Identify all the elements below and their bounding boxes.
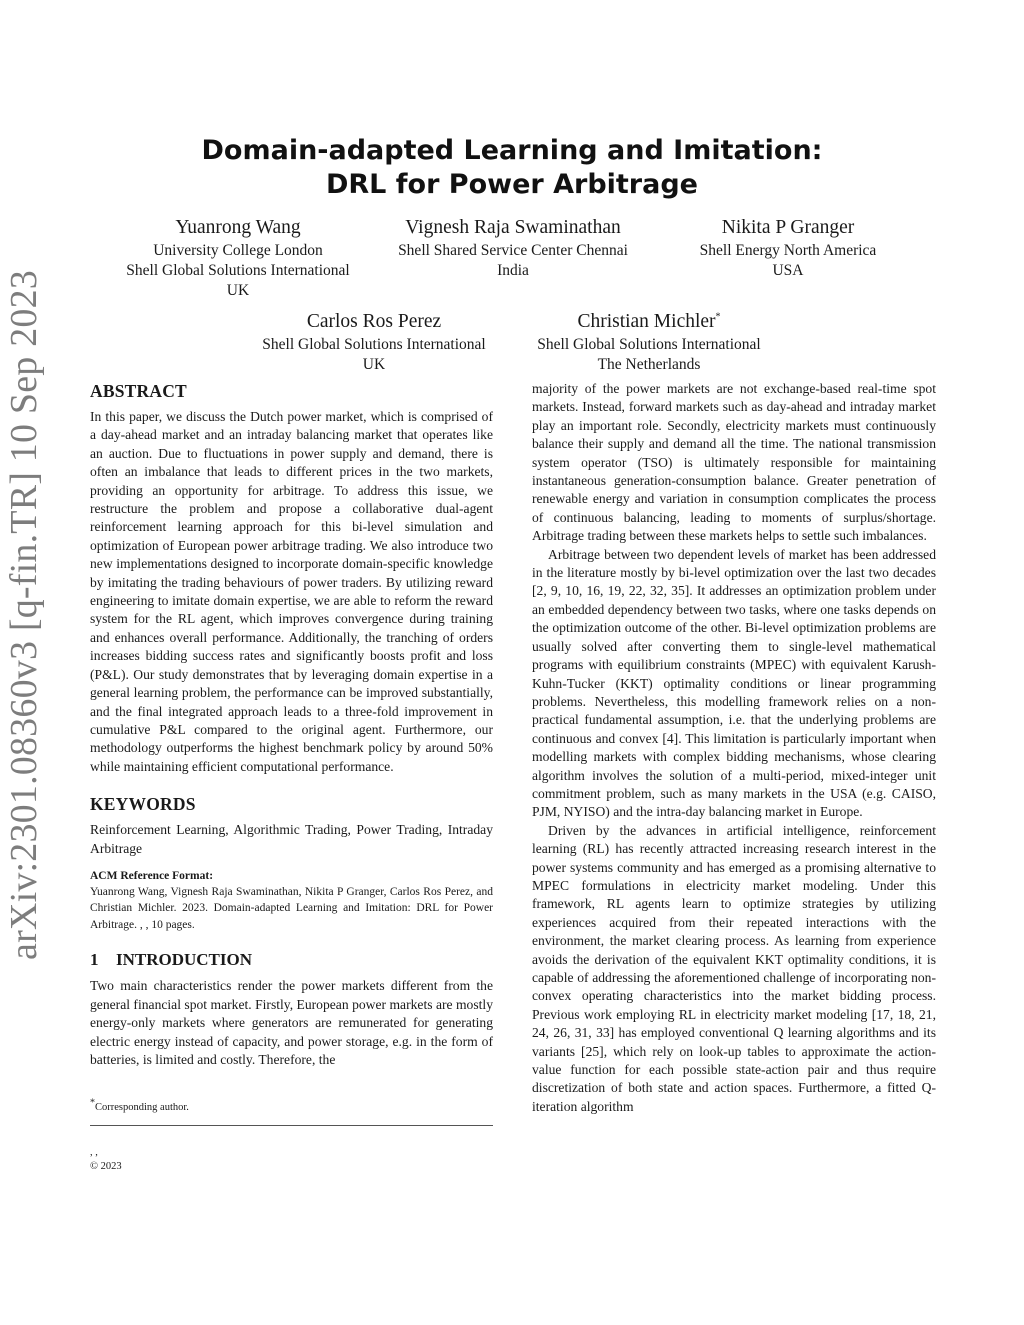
title-line-1: Domain-adapted Learning and Imitation: bbox=[201, 135, 823, 166]
author-name: Carlos Ros Perez bbox=[306, 311, 442, 332]
introduction-paragraph-1: Two main characteristics render the power markets different from the general financial spot market. Firstly, European power markets are mostly energy-only markets where generators are remunerated for generating electric energy instead of capacity, and power storage, e.g. in the form of batteries, is limited and costly. Therefore, the bbox=[90, 978, 493, 1068]
section-title: INTRODUCTION bbox=[116, 950, 253, 970]
author-name: Vignesh Raja Swaminathan bbox=[405, 217, 621, 238]
title-line-2: DRL for Power Arbitrage bbox=[325, 169, 698, 200]
section-number: 1 bbox=[90, 950, 99, 970]
author-block-2 bbox=[372, 215, 654, 281]
author-affiliation: Shell Global Solutions International bbox=[537, 336, 761, 353]
author-affiliation: University College London bbox=[153, 242, 323, 259]
author-block-3 bbox=[668, 215, 908, 281]
author-block-5 bbox=[518, 309, 780, 375]
arxiv-identifier: arXiv:2301.08360v3 [q-fin.TR] 10 Sep 2023 bbox=[3, 269, 45, 960]
acm-reference-label: ACM Reference Format: bbox=[90, 869, 214, 882]
introduction-paragraph-2: Arbitrage between two dependent levels of market has been addressed in the literature mostly by bi-level optimization over the last two decades [2, 9, 10, 16, 19, 22, 32, 35]. It addresses an optimization problem under an embedded dependency between two tasks, where one tasks depends on the optimization outcome of the other. Bi-level optimization problems are usually solved after converting them to single-level mathematical programs with equilibrium constraints (MPEC) with equivalent Karush-Kuhn-Tucker (KKT) optimality conditions or linear programming problems. Nevertheless, this modelling framework relies on a non-practical fundamental assumption, i.e. that the underlying problems are continuous and convex [4]. This limitation is particularly important when modelling markets with complex bidding mechanisms, whose clearing algorithm involves the solution of a multi-period, mixed-integer unit commitment problem, such as many markets in the USA (e.g. CAISO, PJM, NYISO) and the intra-day balancing market in Europe. bbox=[532, 546, 936, 820]
author-block-4 bbox=[244, 309, 504, 375]
conference-placeholder: , , bbox=[90, 1147, 98, 1158]
author-block-1 bbox=[108, 215, 368, 301]
footnote-mark: * bbox=[90, 1097, 95, 1109]
author-affiliation: UK bbox=[226, 282, 250, 299]
author-affiliation: Shell Energy North America bbox=[699, 242, 877, 259]
author-affiliation: Shell Global Solutions International bbox=[262, 336, 486, 353]
introduction-paragraph-1-continued: majority of the power markets are not exchange-based real-time spot markets. Instead, forward markets such as day-ahead and intraday market play an important role. Secondly, electricity markets must continuously balance their supply and demand all the time. The national transmission system operator (TSO) is ultimately responsible for maintaining instantaneous generation-consumption balance. Greater penetration of renewable energy and variation in consumption complicates the process of continuous balancing, leading to moments of surplus/shortage. Arbitrage trading between these markets helps to settle such imbalances. bbox=[532, 381, 936, 544]
left-column bbox=[90, 380, 493, 1069]
paper-title bbox=[150, 134, 874, 202]
author-affiliation: India bbox=[497, 262, 529, 279]
corresponding-author-mark: * bbox=[715, 311, 721, 323]
author-affiliation: Shell Global Solutions International bbox=[126, 262, 350, 279]
author-name-text: Christian Michler bbox=[577, 311, 716, 332]
copyright-block bbox=[90, 1146, 122, 1174]
right-column bbox=[532, 380, 936, 1116]
abstract-heading: ABSTRACT bbox=[90, 381, 187, 401]
author-name: Nikita P Granger bbox=[721, 217, 855, 238]
footnote-divider bbox=[90, 1125, 493, 1126]
acm-reference-text: Yuanrong Wang, Vignesh Raja Swaminathan, Nikita P Granger, Carlos Ros Perez, and Christian Michler. 2023. Domain-adapted Learning and Imitation: DRL for Power Arbitrage. , , 10 pages. bbox=[90, 885, 493, 931]
author-affiliation: USA bbox=[772, 262, 804, 279]
abstract-text: In this paper, we discuss the Dutch power market, which is comprised of a day-ahead market and an intraday balancing market that operates like an auction. Due to fluctuations in power supply and demand, there is often an imbalance that leads to different prices in the two markets, providing an opportunity for arbitrage. To address this issue, we restructure the problem and propose a collaborative dual-agent reinforcement learning approach for this bi-level simulation and optimization of European power arbitrage trading. We also introduce two new implementations designed to incorporate domain-specific knowledge by imitating the trading behaviours of power traders. By utilizing reward engineering to imitate domain expertise, we are able to reform the reward system for the RL agent, which improves convergence during training and enhances overall performance. Additionally, the tranching of orders increases bidding success rates and significantly boosts profit and loss (P&L). Our study demonstrates that by leveraging domain expertise in a general learning problem, the performance can be improved substantially, and the final integrated approach leads to a three-fold improvement in cumulative P&L compared to the original agent. Furthermore, our methodology outperforms the highest benchmark policy by around 50% while maintaining efficient computational performance. bbox=[90, 409, 493, 774]
introduction-heading bbox=[90, 949, 493, 971]
footnote-text: Corresponding author. bbox=[95, 1102, 189, 1113]
footnote bbox=[90, 1097, 189, 1115]
copyright-year: © 2023 bbox=[90, 1161, 122, 1172]
author-affiliation: The Netherlands bbox=[597, 356, 701, 373]
author-affiliation: UK bbox=[362, 356, 386, 373]
introduction-paragraph-3: Driven by the advances in artificial intelligence, reinforcement learning (RL) has recently attracted increasing research interest in the power systems community and has emerged as a promising alternative to MPEC formulations in electricity market modeling. Under this framework, RL agents learn to optimize strategies by utilizing experiences acquired from their repeated interactions with the environment, the market clearing process. As learning from experience avoids the derivation of the equivalent KKT optimality conditions, it is capable of addressing the aforementioned challenge of incorporating non-convex operating characteristics into the market bidding process. Previous work employing RL in electricity market modeling [17, 18, 21, 24, 26, 31, 33] has employed conventional Q learning algorithms and its variants [25], which rely on look-up tables to approximate the action-value function for each possible state-action pair and thus require discretization of both state and action spaces. Furthermore, a fitted Q-iteration algorithm bbox=[532, 822, 936, 1114]
author-name bbox=[518, 309, 780, 335]
keywords-text: Reinforcement Learning, Algorithmic Trading, Power Trading, Intraday Arbitrage bbox=[90, 822, 493, 856]
keywords-heading: KEYWORDS bbox=[90, 794, 196, 815]
author-affiliation: Shell Shared Service Center Chennai bbox=[398, 242, 628, 259]
author-name: Yuanrong Wang bbox=[175, 217, 301, 238]
